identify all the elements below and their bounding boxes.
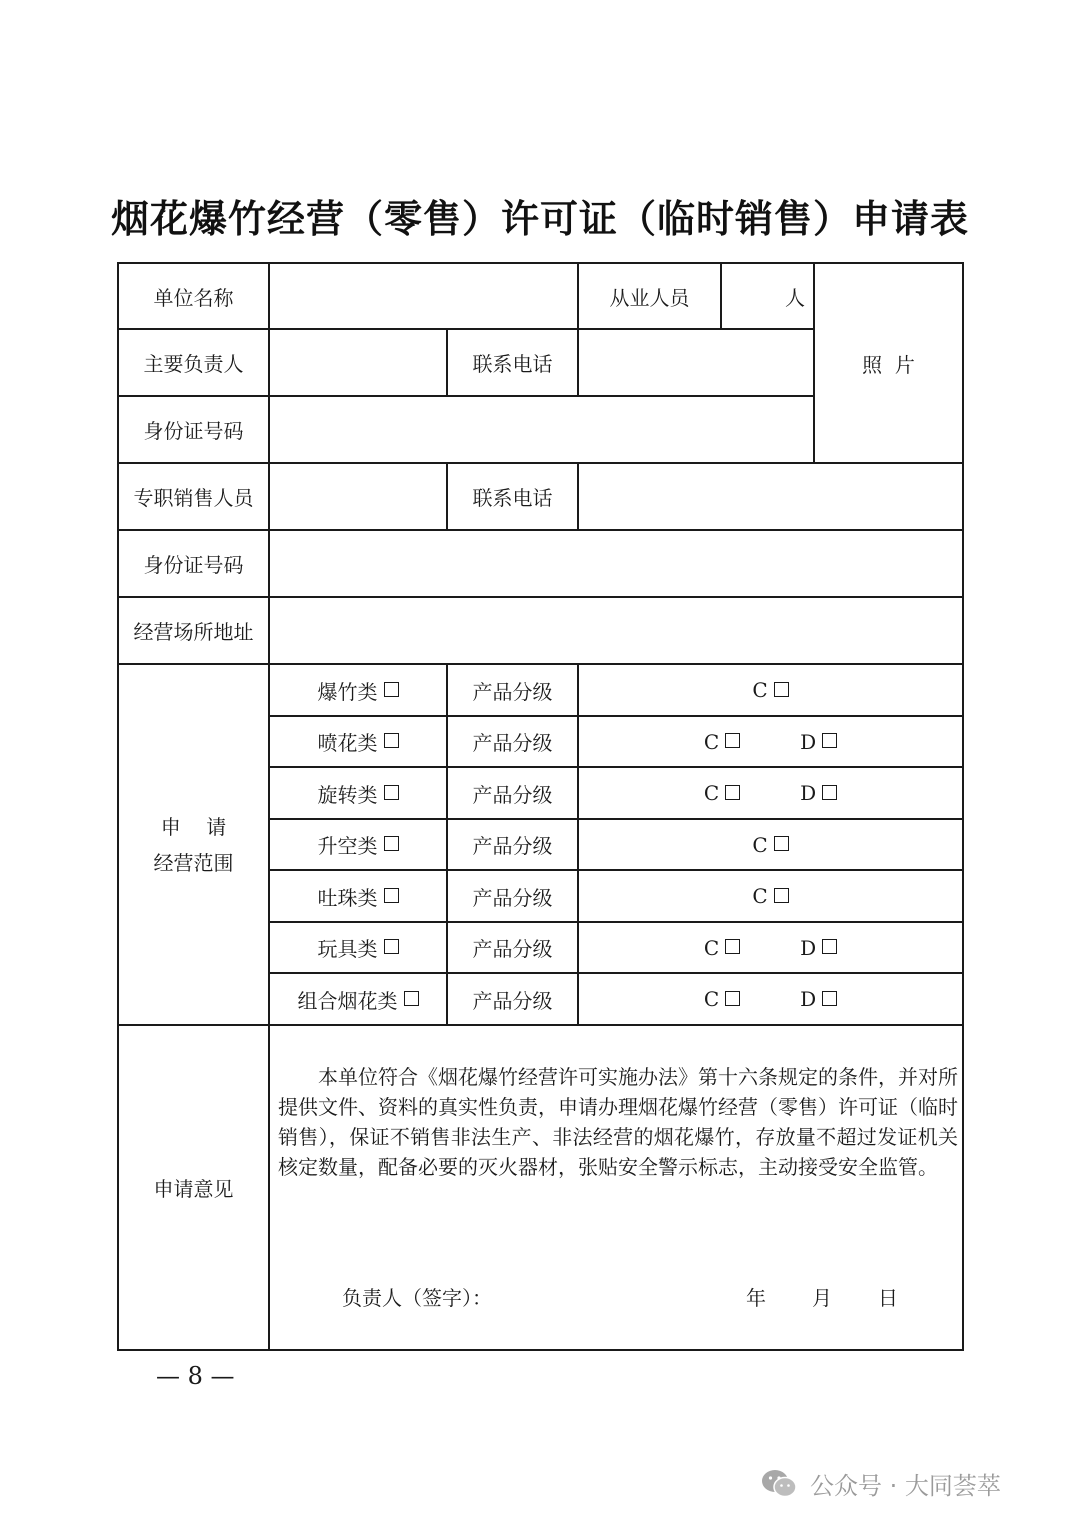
product-grade-label: 产品分级 <box>472 937 553 961</box>
opinion-label: 申请意见 <box>153 1177 234 1201</box>
product-grade-options <box>579 768 962 818</box>
address-label: 经营场所地址 <box>133 620 254 644</box>
product-type-label: 升空类 <box>317 834 378 858</box>
photo-box[interactable]: 照 片 <box>862 352 915 377</box>
product-type-checkbox[interactable] <box>384 682 399 697</box>
grade-option-c[interactable] <box>704 987 740 1011</box>
product-type-option[interactable] <box>270 923 446 972</box>
grade-checkbox[interactable] <box>725 785 740 800</box>
signature-month: 月 <box>812 1285 832 1310</box>
grade-letter: C <box>703 987 720 1011</box>
product-type-checkbox[interactable] <box>384 733 399 748</box>
grade-checkbox[interactable] <box>822 785 837 800</box>
product-grade-options <box>579 717 962 766</box>
product-type-checkbox[interactable] <box>384 939 399 954</box>
product-type-checkbox[interactable] <box>404 991 419 1006</box>
signature-label: 负责人（签字）： <box>342 1285 492 1310</box>
product-type-label: 爆竹类 <box>317 679 378 704</box>
grade-option-c[interactable] <box>752 678 788 702</box>
product-grade-options <box>579 871 962 921</box>
grade-option-c[interactable] <box>704 730 740 754</box>
principal-id-label: 身份证号码 <box>143 419 244 443</box>
product-grade-label: 产品分级 <box>472 782 553 807</box>
product-type-label: 吐珠类 <box>317 885 378 910</box>
opinion-statement: 本单位符合《烟花爆竹经营许可实施办法》第十六条规定的条件，并对所提供文件、资料的真实性负责，申请办理烟花爆竹经营（零售）许可证（临时销售），保证不销售非法生产、非法经营的烟花爆竹，存放量不超过发证机关核定数量，配备必要的灭火器材，张贴安全警示标志，主动接受安全监管。 <box>278 1065 958 1179</box>
product-type-checkbox[interactable] <box>384 836 399 851</box>
grade-letter: D <box>800 729 817 754</box>
grade-option-c[interactable] <box>752 884 788 908</box>
watermark-text: 公众号 · 大同荟萃 <box>810 1472 1001 1500</box>
signature-day: 日 <box>878 1285 898 1310</box>
product-grade-label: 产品分级 <box>472 834 553 858</box>
grade-option-d[interactable] <box>800 936 837 960</box>
scope-label <box>119 665 268 1024</box>
sales-person-field[interactable] <box>270 464 446 529</box>
product-type-label: 旋转类 <box>317 782 378 807</box>
grade-checkbox[interactable] <box>725 733 740 748</box>
grade-option-d[interactable] <box>800 987 837 1011</box>
grade-option-c[interactable] <box>752 833 788 857</box>
table-border-right <box>962 262 964 1351</box>
grade-checkbox[interactable] <box>822 939 837 954</box>
employees-unit: 人 <box>785 285 805 310</box>
address-field[interactable] <box>270 598 962 663</box>
product-grade-options <box>579 665 962 715</box>
grade-checkbox[interactable] <box>725 991 740 1006</box>
employees-label: 从业人员 <box>609 285 690 310</box>
product-grade-options <box>579 820 962 869</box>
grade-checkbox[interactable] <box>822 991 837 1006</box>
product-type-label: 喷花类 <box>317 731 378 755</box>
grade-option-d[interactable] <box>800 781 837 805</box>
grade-option-c[interactable] <box>704 936 740 960</box>
product-grade-label: 产品分级 <box>472 988 553 1013</box>
scope-label-line2: 经营范围 <box>153 850 234 875</box>
unit-name-field[interactable] <box>270 264 577 328</box>
principal-label: 主要负责人 <box>143 352 244 376</box>
employees-field[interactable] <box>722 264 813 328</box>
product-grade-label: 产品分级 <box>472 885 553 910</box>
product-type-checkbox[interactable] <box>384 785 399 800</box>
grade-option-d[interactable] <box>800 730 837 754</box>
wechat-icon <box>760 1468 798 1500</box>
scope-label-line1: 申 请 <box>160 814 227 839</box>
grade-checkbox[interactable] <box>774 888 789 903</box>
grade-letter: C <box>703 935 720 960</box>
grade-letter: C <box>752 884 768 908</box>
product-type-option[interactable] <box>270 871 446 921</box>
product-type-option[interactable] <box>270 717 446 766</box>
product-type-checkbox[interactable] <box>384 888 399 903</box>
unit-name-label: 单位名称 <box>153 285 234 310</box>
grade-option-c[interactable] <box>704 781 740 805</box>
grade-letter: C <box>752 678 768 702</box>
product-type-option[interactable] <box>270 665 446 715</box>
product-type-option[interactable] <box>270 974 446 1024</box>
principal-phone-label: 联系电话 <box>472 352 553 376</box>
product-grade-options <box>579 974 962 1024</box>
page-number: — 8 — <box>156 1362 235 1390</box>
sales-id-label: 身份证号码 <box>143 553 244 577</box>
signature-year: 年 <box>746 1285 766 1310</box>
sales-person-label: 专职销售人员 <box>133 486 254 510</box>
grade-letter: D <box>800 987 817 1011</box>
product-type-option[interactable] <box>270 768 446 818</box>
grade-letter: C <box>703 729 720 754</box>
grade-checkbox[interactable] <box>774 836 789 851</box>
product-grade-label: 产品分级 <box>472 731 553 755</box>
principal-field[interactable] <box>270 330 446 395</box>
grade-checkbox[interactable] <box>822 733 837 748</box>
product-grade-options <box>579 923 962 972</box>
sales-id-field[interactable] <box>270 531 962 596</box>
grade-letter: D <box>800 781 817 805</box>
principal-id-field[interactable] <box>270 397 813 462</box>
grade-checkbox[interactable] <box>774 682 789 697</box>
sales-phone-field[interactable] <box>579 464 962 529</box>
product-type-label: 玩具类 <box>317 937 378 961</box>
table-border-bottom <box>117 1349 964 1351</box>
product-grade-label: 产品分级 <box>472 679 553 704</box>
form-title: 烟花爆竹经营（零售）许可证（临时销售）申请表 <box>110 197 969 241</box>
sales-phone-label: 联系电话 <box>472 486 553 510</box>
grade-checkbox[interactable] <box>725 939 740 954</box>
product-type-option[interactable] <box>270 820 446 869</box>
watermark <box>760 1466 1001 1501</box>
principal-phone-field[interactable] <box>579 330 813 395</box>
product-type-label: 组合烟花类 <box>297 988 398 1013</box>
grade-letter: D <box>800 935 817 960</box>
grade-letter: C <box>703 781 720 805</box>
grade-letter: C <box>752 832 768 857</box>
